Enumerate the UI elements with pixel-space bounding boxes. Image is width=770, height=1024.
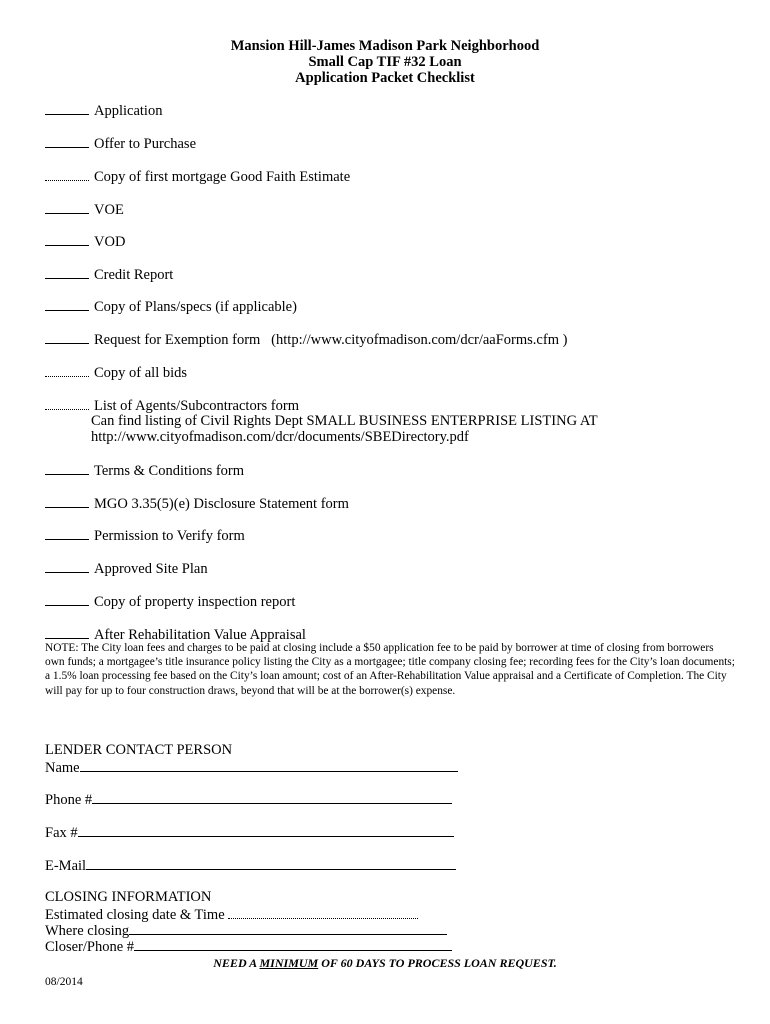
checkbox-blank[interactable] xyxy=(45,298,89,311)
checkbox-blank[interactable] xyxy=(45,527,89,540)
closing-date-line[interactable] xyxy=(228,906,418,919)
lender-phone-line[interactable] xyxy=(92,791,452,804)
title-line-1: Mansion Hill-James Madison Park Neighborhood xyxy=(230,38,540,54)
lender-heading: LENDER CONTACT PERSON xyxy=(45,742,233,758)
closing-where-line[interactable] xyxy=(129,922,447,935)
checkbox-blank[interactable] xyxy=(45,462,89,475)
processing-notice: NEED A MINIMUM OF 60 DAYS TO PROCESS LOAN REQUEST. xyxy=(213,956,557,970)
checklist-item-exemption: Request for Exemption form (http://www.cityofmadison.com/dcr/aaForms.cfm ) xyxy=(45,331,567,349)
checkbox-blank[interactable] xyxy=(45,560,89,573)
checklist-item-vod: VOD xyxy=(45,233,125,251)
checkbox-blank[interactable] xyxy=(45,364,89,377)
checklist-item-site-plan: Approved Site Plan xyxy=(45,560,208,578)
closing-date-field: Estimated closing date & Time xyxy=(45,906,418,924)
lender-name-field: Name xyxy=(45,759,458,777)
checkbox-blank[interactable] xyxy=(45,135,89,148)
checklist-item-plans: Copy of Plans/specs (if applicable) xyxy=(45,298,297,316)
checklist-item-offer: Offer to Purchase xyxy=(45,135,196,153)
checklist-item-voe: VOE xyxy=(45,201,124,219)
checklist-item-terms: Terms & Conditions form xyxy=(45,462,244,480)
checkbox-blank[interactable] xyxy=(45,626,89,639)
checkbox-blank[interactable] xyxy=(45,266,89,279)
lender-fax-field: Fax # xyxy=(45,824,454,842)
checklist-item-application: Application xyxy=(45,102,162,120)
checklist-item-bids: Copy of all bids xyxy=(45,364,187,382)
lender-phone-field: Phone # xyxy=(45,791,452,809)
title-line-3: Application Packet Checklist xyxy=(295,70,475,86)
closing-closer-line[interactable] xyxy=(134,938,452,951)
agents-sub-link[interactable]: http://www.cityofmadison.com/dcr/documents/SBEDirectory.pdf xyxy=(91,429,469,445)
checkbox-blank[interactable] xyxy=(45,201,89,214)
checklist-item-disclosure: MGO 3.35(5)(e) Disclosure Statement form xyxy=(45,495,349,513)
closing-where-field: Where closing xyxy=(45,922,447,940)
checklist-item-inspection: Copy of property inspection report xyxy=(45,593,295,611)
title-line-2: Small Cap TIF #32 Loan xyxy=(308,54,462,70)
checkbox-blank[interactable] xyxy=(45,233,89,246)
checklist-item-appraisal: After Rehabilitation Value Appraisal xyxy=(45,626,306,644)
lender-email-line[interactable] xyxy=(86,857,456,870)
checkbox-blank[interactable] xyxy=(45,397,89,410)
lender-fax-line[interactable] xyxy=(78,824,454,837)
checkbox-blank[interactable] xyxy=(45,168,89,181)
checklist-item-permission: Permission to Verify form xyxy=(45,527,245,545)
closing-heading: CLOSING INFORMATION xyxy=(45,889,212,905)
checklist-item-good-faith-estimate: Copy of first mortgage Good Faith Estimate xyxy=(45,168,350,186)
lender-email-field: E-Mail xyxy=(45,857,456,875)
checkbox-blank[interactable] xyxy=(45,331,89,344)
checkbox-blank[interactable] xyxy=(45,102,89,115)
checkbox-blank[interactable] xyxy=(45,495,89,508)
revision-date: 08/2014 xyxy=(45,976,83,988)
closing-closer-field: Closer/Phone # xyxy=(45,938,452,956)
agents-sub-line-1: Can find listing of Civil Rights Dept SMALL BUSINESS ENTERPRISE LISTING AT xyxy=(91,413,598,429)
checkbox-blank[interactable] xyxy=(45,593,89,606)
lender-name-line[interactable] xyxy=(80,759,458,772)
fees-note: NOTE: The City loan fees and charges to be paid at closing include a $50 application fee to be paid by borrower at time of closing from borrowers own funds; a mortgagee’s title insurance policy listing the City as a mortgagee; title company closing fee; recording fees for the City’s loan documents; a 1.5% loan processing fee based on the City’s loan amount; cost of an After-Rehabilitation Value appraisal and a Certificate of Completion. The City will pay for up to four construction draws, beyond that will be at the borrower(s) expense. xyxy=(45,642,735,697)
checklist-item-agents: List of Agents/Subcontractors form xyxy=(45,397,299,415)
checklist-item-credit-report: Credit Report xyxy=(45,266,173,284)
